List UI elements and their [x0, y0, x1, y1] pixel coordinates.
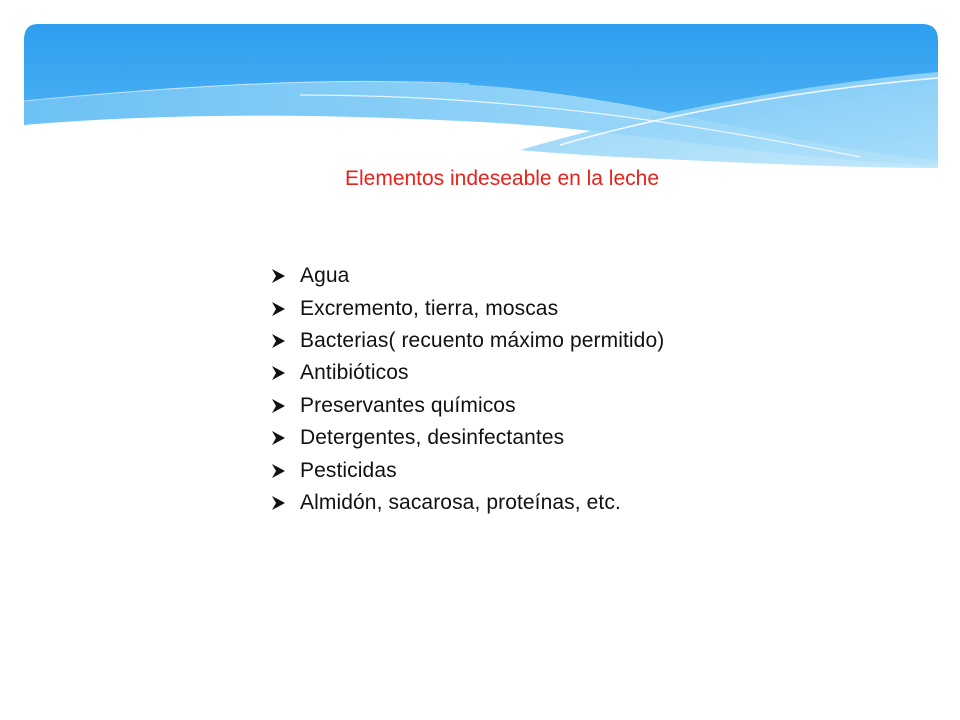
arrowhead-bullet-icon — [270, 299, 296, 319]
list-item-text: Pesticidas — [300, 458, 397, 482]
list-item-text: Antibióticos — [300, 361, 409, 385]
list-item — [270, 422, 664, 454]
list-item — [270, 357, 664, 389]
list-item — [270, 260, 664, 292]
bullet-list — [270, 260, 664, 519]
list-item — [270, 487, 664, 519]
list-item — [270, 390, 664, 422]
list-item — [270, 292, 664, 324]
list-item-text: Excremento, tierra, moscas — [300, 296, 559, 320]
list-item-text: Preservantes químicos — [300, 393, 516, 417]
arrowhead-bullet-icon — [270, 396, 296, 416]
arrowhead-bullet-icon — [270, 266, 296, 286]
arrowhead-bullet-icon — [270, 363, 296, 383]
list-item — [270, 325, 664, 357]
list-item-text: Detergentes, desinfectantes — [300, 426, 565, 450]
list-item-text: Bacterias( recuento máximo permitido) — [300, 328, 665, 352]
arrowhead-bullet-icon — [270, 331, 296, 351]
arrowhead-bullet-icon — [270, 493, 296, 513]
arrowhead-bullet-icon — [270, 461, 296, 481]
arrowhead-bullet-icon — [270, 428, 296, 448]
list-item-text: Almidón, sacarosa, proteínas, etc. — [300, 490, 621, 514]
list-item — [270, 454, 664, 486]
slide-title: Elementos indeseable en la leche — [344, 167, 660, 190]
list-item-text: Agua — [300, 264, 350, 288]
